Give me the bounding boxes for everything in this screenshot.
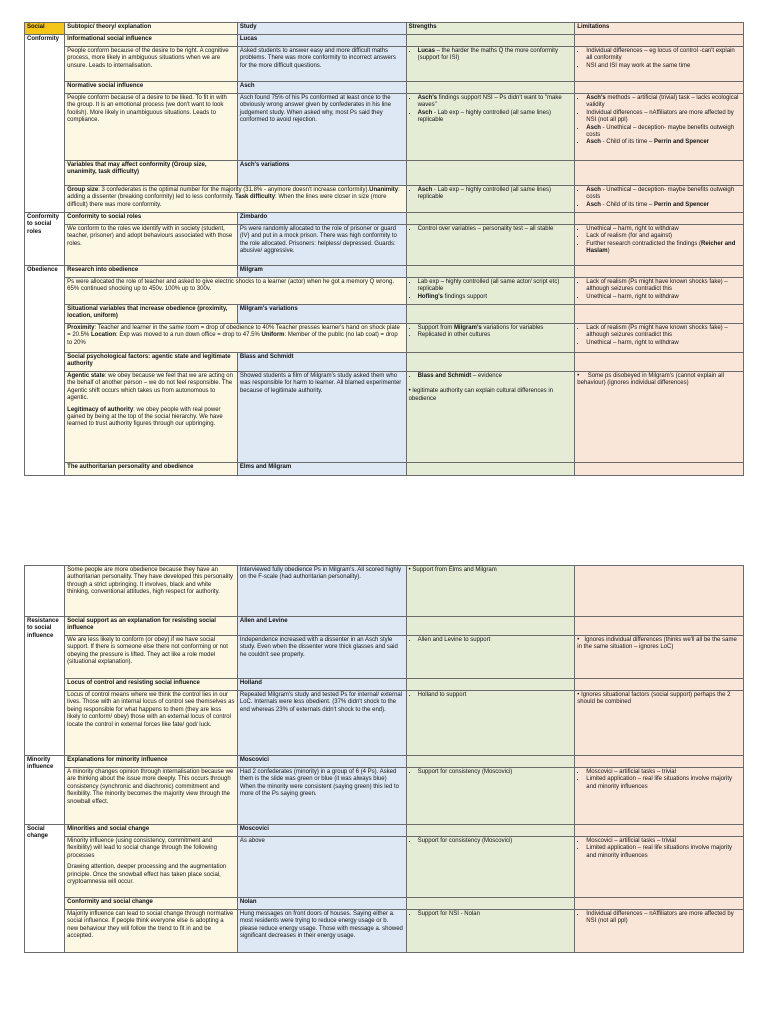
loc-study: Repeated Milgram's study and tested Ps for internal/ external LoC. Internals were less obedient. (37% didn't shock to the end whereas 23% of externals didn't shock to the end).	[237, 691, 406, 756]
csc-strengths: • Support for NSI - Nolan	[406, 910, 575, 953]
csc-text: Majority influence can lead to social change through normative social influence. If people think everyone else is adopting a new behaviour they will follow the trend to fit in and be accepted.	[65, 910, 238, 953]
isi-study-title: Lucas	[237, 35, 406, 47]
sv-text: Proximity: Teacher and learner in the same room = drop of obedience to 40% Teacher presses learner's hand on shock plate = 20.5% Location: Exp was moved to a run down office = drop to 47.5% Uniform: Member of the public (no lab coat) = drop to 20%	[65, 324, 406, 353]
table-row	[25, 463, 744, 476]
table-row	[25, 324, 744, 353]
table-row	[25, 82, 744, 94]
table-row	[25, 910, 744, 953]
roles-study-title: Zimbardo	[237, 213, 406, 225]
header-row	[25, 23, 744, 35]
csc-title: Conformity and social change	[65, 898, 238, 910]
loc-study-title: Holland	[237, 679, 406, 691]
table-row	[25, 617, 744, 636]
header-social: Social	[25, 23, 65, 35]
spf-study-title: Blass and Schmidt	[237, 353, 406, 372]
nsi-text: People conform because of a desire to be liked. To fit in with the group. It is an emotional process (we don't want to look foolish). More likely in unambiguous situations. Leads to compliance.	[65, 94, 238, 161]
spf-title: Social psychological factors: agentic state and legitimate authority	[65, 353, 238, 372]
msc-study-title: Moscovici	[237, 825, 406, 837]
table-row	[25, 305, 744, 324]
var-text: Group size: 3 confederates is the optimal number for the majority (31.8% - anymore doesn't increase conformity).Unanimity: adding a dissenter (breaking conformity) led to less conformity. Task difficulty: When the lines were closer in size (more difficult) there was more conformity.	[65, 186, 406, 213]
csc-limitations: • Individual differences – nAffiliators are more affected by NSI (not all ppl)	[575, 910, 744, 953]
nsi-study: Asch found 75% of his Ps conformed at least once to the obviously wrong answer given by confederates in his line judgement study. When asked why, most Ps said they conformed to avoid rejection.	[237, 94, 406, 161]
loc-text: Locus of control means where we think the control lies in our lives. Those with an internal locus of control see themselves as being responsible for what happens to them (they are less likely to conform/ obey) those with an external locus of control locate the control in external forces like fate/ god/ luck.	[65, 691, 238, 756]
ss-study-title: Allen and Levine	[237, 617, 406, 636]
min-limitations: • Moscovici – artificial tasks – trivial • Limited application – real life situations involve majority and minority influences	[575, 768, 744, 825]
spf-text: Agentic state: we obey because we feel that we are acting on the behalf of another person – we do not feel responsible. The Agentic shift occurs which takes us from autonomous to agentic. Legitimacy of authority: we obey people with real power gained by being at the top of the social hierarchy. We have learned to trust authority figures through our upbringing.	[65, 372, 238, 463]
sv-title: Situational variables that increase obedience (proximity, location, uniform)	[65, 305, 238, 324]
rio-limitations: • Lack of realism (Ps might have known shocks fake) – although seizures contradict this • Unethical – harm, right to withdraw	[575, 278, 744, 305]
rio-text: Ps were allocated the role of teacher and asked to give electric shocks to a learner (actor) when he got a memory Q wrong. 65% continued shocking up to 450v. 100% up to 300v.	[65, 278, 406, 305]
min-text: A minority changes opinion through internalisation because we are thinking about the issue more deeply. This occurs through consistency (synchronic and diachronic) commitment and flexibility. The minority becomes the majority view through the snowball effect.	[65, 768, 238, 825]
roles-limitations: • Unethical – harm, right to withdraw • Lack of realism (for and against) • Further research contradicted the findings (Reicher and Haslam)	[575, 225, 744, 266]
isi-limitations: • Individual differences – eg locus of control -can't explain all conformity • NSI and ISI may work at the same time	[575, 47, 744, 82]
loc-strengths: • Holland to support	[406, 691, 575, 756]
table-row	[25, 825, 744, 837]
nsi-title: Normative social influence	[65, 82, 238, 94]
roles-text: We conform to the roles we identify with in society (student, teacher, prisoner) and adopt behaviours associated with those roles.	[65, 225, 238, 266]
ap-strengths: • Support from Elms and Milgram	[406, 566, 575, 617]
rio-study-title: Milgram	[237, 266, 406, 278]
ss-strengths: • Allen and Levine to support	[406, 636, 575, 679]
msc-strengths: • Support for consistency (Moscovici)	[406, 837, 575, 898]
table-row	[25, 837, 744, 898]
topic-minority: Minority influence	[25, 756, 65, 825]
min-study: Had 2 confederates (minority) in a group of 6 (4 Ps). Asked them is the slide was green or blue (it was always blue) When the minority were consistent (saying green) this led to more of the Ps saying green.	[237, 768, 406, 825]
table-row	[25, 94, 744, 161]
table-row	[25, 756, 744, 768]
table-row	[25, 898, 744, 910]
nsi-strengths: • Asch's findings support NSI – Ps didn't want to "make waves" • Asch - Lab exp – highly controlled (all same lines) replicable	[406, 94, 575, 161]
var-strengths: • Asch - Lab exp – highly controlled (all same lines) replicable	[406, 186, 575, 213]
table-row	[25, 372, 744, 463]
isi-text: People conform because of the desire to be right. A cognitive process, more likely in ambiguous situations when we are unsure. Leads to internalisation.	[65, 47, 238, 82]
spf-study: Showed students a film of Milgram's study asked them who was responsible for harm to learner. All blamed experimenter because of legitimate authority.	[237, 372, 406, 463]
table-row	[25, 566, 744, 617]
table-row	[25, 35, 744, 47]
roles-study: Ps were randomly allocated to the role of prisoner or guard (IV) and put in a mock prison. There was high conformity to the role allocated. Prisoners: helpless/ depressed. Guards: abusive/ aggressive.	[237, 225, 406, 266]
sv-strengths: • Support from Milgram's variations for variables • Replicated in other cultures	[406, 324, 575, 353]
header-strengths: Strengths	[406, 23, 575, 35]
loc-title: Locus of control and resisting social influence	[65, 679, 238, 691]
spf-strengths: • Blass and Schmidt – evidence • legitimate authority can explain cultural differences in obedience	[406, 372, 575, 463]
isi-strengths: • Lucas – the harder the maths Q the more conformity (support for ISI)	[406, 47, 575, 82]
roles-strengths: • Control over variables – personality test – all stable	[406, 225, 575, 266]
table-row	[25, 768, 744, 825]
sv-study-title: Milgram's variations	[237, 305, 406, 324]
loc-limitations: • Ignores situational factors (social support) perhaps the 2 should be combined	[575, 691, 744, 756]
header-limitations: Limitations	[575, 23, 744, 35]
table-row	[25, 353, 744, 372]
nsi-study-title: Asch	[237, 82, 406, 94]
var-limitations: • Asch - Unethical – deception- maybe benefits outweigh costs • Asch - Child of its time – Perrin and Spencer	[575, 186, 744, 213]
page2-table	[24, 565, 744, 953]
csc-study-title: Nolan	[237, 898, 406, 910]
table-row	[25, 186, 744, 213]
table-row	[25, 636, 744, 679]
ap-title: The authoritarian personality and obedience	[65, 463, 238, 476]
table-row	[25, 161, 744, 186]
min-title: Explanations for minority influence	[65, 756, 238, 768]
table-row	[25, 213, 744, 225]
ss-limitations: • Ignores individual differences (thinks we'll all be the same in the same situation – ignores LoC)	[575, 636, 744, 679]
table-row	[25, 278, 744, 305]
ap-study: Interviewed fully obedience Ps in Milgram's. All scored highly on the F-scale (had authoritarian personality).	[237, 566, 406, 617]
topic-conformity: Conformity	[25, 35, 65, 213]
table-row	[25, 225, 744, 266]
var-study-title: Asch's variations	[237, 161, 406, 186]
ap-text: Some people are more obedience because they have an authoritarian personality. They have developed this personality through a strict upbringing. It involves, black and white thinking, conventional attitudes, high respect for authority.	[65, 566, 238, 617]
csc-study: Hung messages on front doors of houses. Saying either a. most residents were trying to reduce energy usage or b. please reduce energy usage. Those with message a. showed significant decreases in their energy usage.	[237, 910, 406, 953]
header-study: Study	[237, 23, 406, 35]
page1-table	[24, 22, 744, 476]
var-title: Variables that may affect conformity (Group size, unanimity, task difficulty)	[65, 161, 238, 186]
msc-limitations: • Moscovici – artificial tasks – trivial • Limited application – real life situations involve majority and minority influences	[575, 837, 744, 898]
rio-strengths: • Lab exp – highly controlled (all same actor/ script etc) replicable • Hofling's findings support	[406, 278, 575, 305]
roles-title: Conformity to social roles	[65, 213, 238, 225]
topic-social-roles: Conformity to social roles	[25, 213, 65, 266]
header-subtopic: Subtopic/ theory/ explanation	[65, 23, 238, 35]
msc-study: As above	[237, 837, 406, 898]
sv-limitations: • Lack of realism (Ps might have known shocks fake) – although seizures contradict this • Unethical – harm, right to withdraw	[575, 324, 744, 353]
rio-title: Research into obedience	[65, 266, 238, 278]
msc-text: Minority influence (using consistency, commitment and flexibility) will lead to social change through the following processes Drawing attention, deeper processing and the augmentation principle. Once the snowball effect has taken place social, cryptoamnesia will occur.	[65, 837, 238, 898]
min-strengths: • Support for consistency (Moscovici)	[406, 768, 575, 825]
isi-study: Asked students to answer easy and more difficult maths problems. There was more conformity to incorrect answers for the more difficult questions.	[237, 47, 406, 82]
ss-title: Social support as an explanation for resisting social influence	[65, 617, 238, 636]
isi-title: Informational social influence	[65, 35, 238, 47]
ss-text: We are less likely to conform (or obey) if we have social support. If there is someone else there not conforming or not obeying the pressure is lifted. They act like a role model (situational explanation).	[65, 636, 238, 679]
ap-study-title: Elms and Milgram	[237, 463, 406, 476]
topic-social-change: Social change	[25, 825, 65, 953]
spf-limitations: • Some ps disobeyed in Milgram's (cannot explain all behaviour) (ignores individual differences)	[575, 372, 744, 463]
ss-study: Independence increased with a dissenter in an Asch style study. Even when the dissenter wore thick glasses and said he couldn't see properly.	[237, 636, 406, 679]
msc-title: Minorities and social change	[65, 825, 238, 837]
table-row	[25, 47, 744, 82]
nsi-limitations: • Asch's methods – artificial (trivial) task – lacks ecological validity • Individual differences – nAffiliators are more affected by NSI (not all ppl) • Asch - Unethical – deception- maybe benefits outweigh costs • Asch - Child of its time – Perrin and Spencer	[575, 94, 744, 161]
table-row	[25, 266, 744, 278]
table-row	[25, 691, 744, 756]
topic-resistance: Resistance to social influence	[25, 617, 65, 756]
min-study-title: Moscovici	[237, 756, 406, 768]
table-row	[25, 679, 744, 691]
topic-obedience: Obedience	[25, 266, 65, 476]
